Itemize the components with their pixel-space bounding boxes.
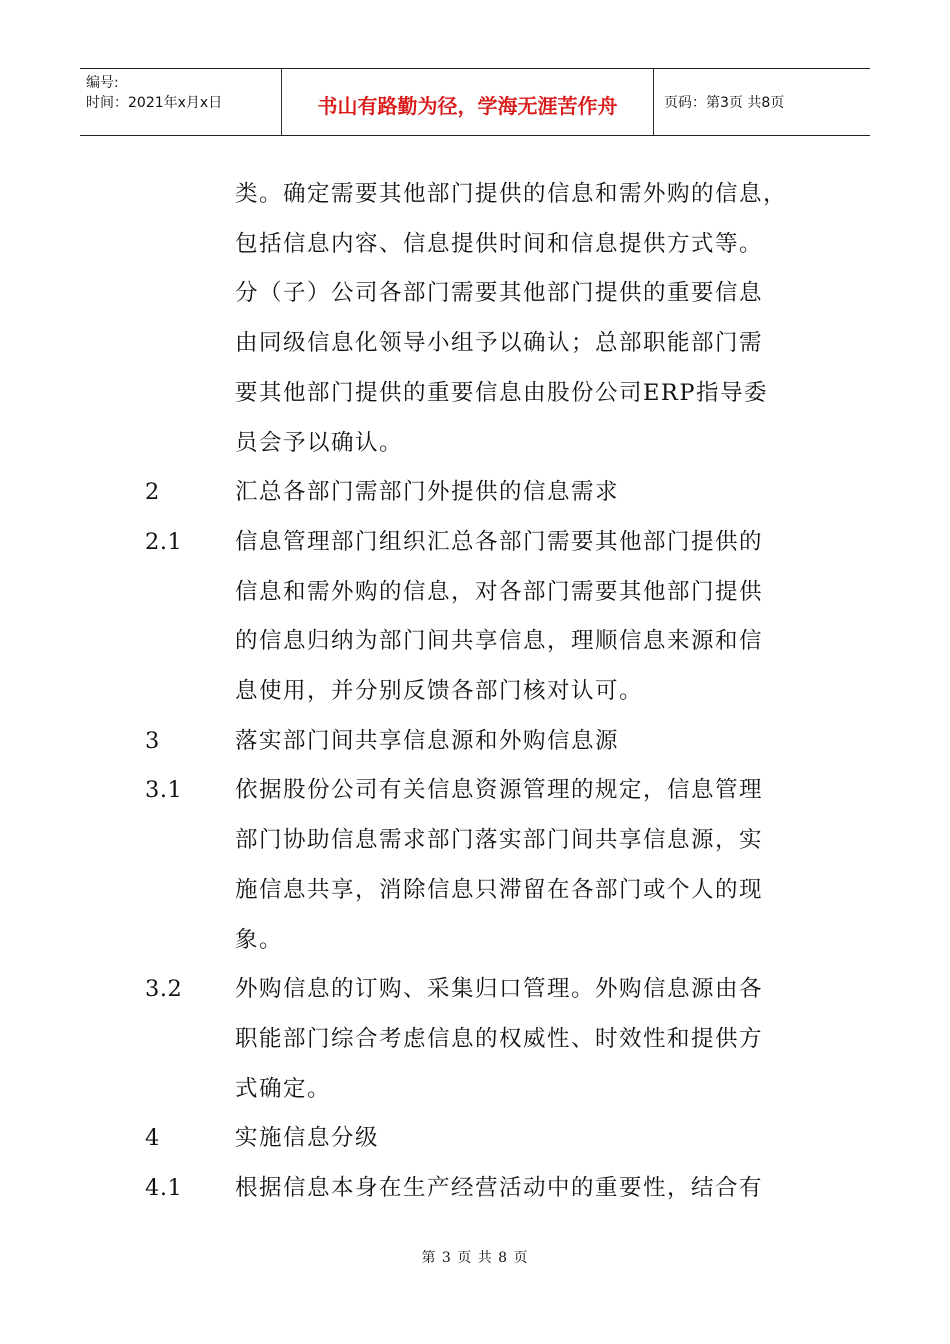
page-footer: 第 3 页 共 8 页 <box>421 1250 529 1266</box>
paragraph-text: 外购信息的订购、采集归口管理。外购信息源由各 职能部门综合考虑信息的权威性、时效性和提供方 式确定。 <box>235 976 764 1102</box>
paragraph <box>0 766 950 965</box>
section-number: 3 <box>145 727 160 754</box>
paragraph <box>0 1114 950 1164</box>
paragraph <box>0 1164 950 1214</box>
section-heading: 汇总各部门需部门外提供的信息需求 <box>235 479 620 506</box>
header-meta <box>80 69 282 135</box>
paragraph-text: 信息管理部门组织汇总各部门需要其他部门提供的 信息和需外购的信息，对各部门需要其他部门提供 的信息归纳为部门间共享信息，理顺信息来源和信 息使用，并分别反馈各部门核对认可。 <box>235 528 764 705</box>
section-number: 3.1 <box>145 777 183 804</box>
paragraph <box>0 717 950 767</box>
section-number: 4.1 <box>145 1175 183 1202</box>
paragraph-text: 类。确定需要其他部门提供的信息和需外购的信息， 包括信息内容、信息提供时间和信息提供方式等。 分（子）公司各部门需要其他部门提供的重要信息 由同级信息化领导小组予以确认；总部职能部门需 要其他部门提供的重要信息由股份公司ERP指导委 员会予以确认。 <box>235 181 788 456</box>
section-number: 2.1 <box>145 528 183 555</box>
paragraph <box>0 468 950 518</box>
paragraph-text: 依据股份公司有关信息资源管理的规定，信息管理 部门协助信息需求部门落实部门间共享信息源，实 施信息共享，消除信息只滞留在各部门或个人的现 象。 <box>235 777 764 953</box>
paragraph <box>0 170 950 468</box>
code-label: 编号: <box>86 75 119 91</box>
section-number: 2 <box>145 479 160 506</box>
section-number: 4 <box>145 1125 160 1152</box>
paragraph-text: 根据信息本身在生产经营活动中的重要性，结合有 <box>235 1175 764 1202</box>
header-page-info: 页码：第3页 共8页 <box>664 95 785 111</box>
paragraph <box>0 518 950 717</box>
section-heading: 实施信息分级 <box>235 1125 380 1152</box>
time-label: 时间：2021年x月x日 <box>86 95 223 111</box>
document-body <box>0 170 950 1214</box>
paragraph <box>0 965 950 1114</box>
header-motto: 书山有路勤为径，学海无涯苦作舟 <box>282 69 654 135</box>
section-heading: 落实部门间共享信息源和外购信息源 <box>235 727 620 754</box>
section-number: 3.2 <box>145 976 183 1003</box>
page-header <box>80 68 870 136</box>
